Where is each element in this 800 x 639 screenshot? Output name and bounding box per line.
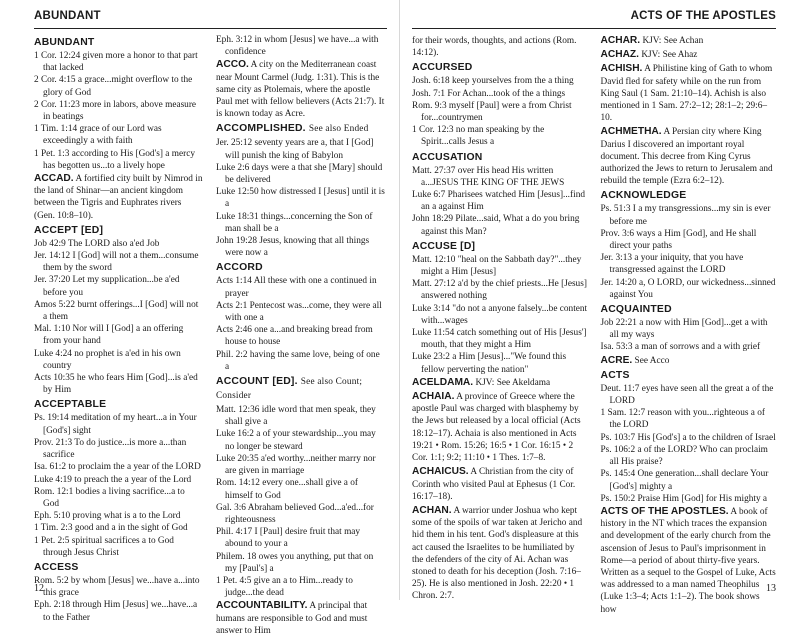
running-head: ABUNDANT — [34, 10, 101, 22]
entry-definition — [34, 173, 203, 222]
verse-reference: Luke 2:6 days were a that she [Mary] should be delivered — [216, 162, 383, 186]
verse-reference: Isa. 53:3 a man of sorrows and a with grief — [600, 342, 761, 353]
column — [216, 34, 385, 639]
verse-reference: Ps. 106:2 a of the LORD? Who can proclaim all His praise? — [600, 444, 768, 468]
definition-text: KJV: See Akeldama — [475, 377, 551, 388]
entry-term: ACHAN. — [412, 504, 452, 516]
definition-text: A Christian from the city of Corinth who visited Paul at Ephesus (1 Cor. 16:17–18). — [412, 467, 576, 502]
verse-reference: Job 22:21 a now with Him [God]...get a with all my ways — [600, 318, 768, 341]
entry-heading — [601, 189, 777, 202]
verse-reference: Acts 10:35 he who fears Him [God]...is a'ed by Him — [34, 373, 198, 396]
entry-definition — [216, 59, 385, 120]
entry-heading — [216, 261, 385, 274]
verse-reference: Ps. 103:7 His [God's] a to the children of Israel — [600, 432, 776, 443]
verse-reference: Eph. 3:12 in whom [Jesus] we have...a with confidence — [216, 35, 379, 58]
verse-reference: Ps. 51:3 I a my transgressions...my sin is ever before me — [600, 204, 771, 227]
entry-term: ACCAD. — [34, 173, 74, 185]
verse-reference: Rom. 9:3 myself [Paul] were a from Christ for...countrymen — [412, 100, 572, 124]
verse-reference: 1 Tim. 2:3 good and a in the sight of God — [34, 523, 188, 534]
verse-reference: 1 Tim. 1:14 grace of our Lord was exceedingly a with faith — [34, 124, 162, 147]
verse-reference: John 18:29 Pilate...said, What a do you bring against this Man? — [412, 214, 580, 237]
verse-reference: Luke 12:50 how distressed I [Jesus] until it is a — [216, 187, 385, 210]
page-number: 13 — [766, 583, 776, 594]
entry-term: ACCEPT [ED] — [34, 224, 104, 236]
definition-text: A province of Greece where the apostle Paul was charged with blasphemy by the Jews but released by a local official (Acts 18:12–17). Achaia is also mentioned in Acts 19:21 • Rom. 15:26; 16:5 • 1 Cor. 16:15 • 2 Cor. 1:1; 9:2; 11:10 • 1 Thes. 1:7–8. — [412, 392, 581, 464]
verse-reference: Eph. 2:18 through Him [Jesus] we...have...a to the Father — [34, 600, 198, 623]
verse-reference: Jer. 37:20 Let my supplication...be a'ed before you — [34, 275, 180, 298]
definition-text: A Persian city where King Darius I discovered an important royal document. This decree from King Cyrus authorized the Jews to return to Jerusalem and rebuild the temple (Ezra 6:2–12). — [600, 127, 773, 187]
verse-reference: 1 Sam. 12:7 reason with you...righteous a of the LORD — [600, 408, 765, 431]
verse-reference: 2 Cor. 4:15 a grace...might overflow to the glory of God — [34, 75, 193, 98]
entry-definition — [601, 126, 777, 187]
entry-term: ACHAICUS. — [412, 466, 469, 478]
entry-term: ACCOMPLISHED. — [216, 123, 306, 135]
entry-term: ACHISH. — [600, 63, 643, 75]
verse-reference: 1 Cor. 12:3 no man speaking by the Spirit...calls Jesus a — [412, 125, 545, 148]
verse-reference: Jer. 25:12 seventy years are a, that I [God] will punish the king of Babylon — [216, 138, 374, 161]
verse-reference: Luke 6:7 Pharisees watched Him [Jesus]...find an a against Him — [412, 190, 585, 213]
verse-reference: Ps. 150:2 Praise Him [God] for His mighty a — [600, 493, 768, 504]
entry-heading — [412, 151, 588, 164]
entry-heading — [34, 224, 203, 237]
verse-reference: Phil. 2:2 having the same love, being of one a — [216, 349, 380, 372]
verse-reference: Isa. 61:2 to proclaim the a year of the LORD — [34, 462, 201, 473]
verse-reference: 1 Cor. 12:24 given more a honor to that part that lacked — [34, 51, 198, 74]
verse-reference: Gal. 3:6 Abraham believed God...a'ed...for righteousness — [216, 502, 374, 525]
entry-term: ACELDAMA. — [412, 376, 474, 388]
definition-text: A book of history in the NT which traces the expansion and development of the early church from the ascension of Jesus to Paul's imprisonment in Rome—a period of about thirty-five years. Written as a sequel to the Gospel of Luke, Acts was addressed to a man named Theophilus (Luke 1:3–4; Acts 1:1–2). The book shows how — [600, 506, 776, 615]
entry-definition — [601, 506, 777, 616]
entry-term: ACQUAINTED — [600, 304, 672, 316]
verse-reference: Mal. 1:10 Nor will I [God] a an offering from your hand — [34, 324, 184, 347]
verse-reference: 2 Cor. 11:23 more in labors, above measure in beatings — [34, 99, 197, 123]
verse-reference: 1 Pet. 4:5 give an a to Him...ready to judge...the dead — [216, 575, 353, 599]
definition-text: See Acco — [634, 355, 670, 366]
entry-term: ABUNDANT — [34, 37, 95, 48]
verse-reference: 1 Pet. 1:3 according to His [God's] a mercy has begotten us...to a lively hope — [34, 148, 195, 171]
cross-reference: See also Count; Consider — [216, 377, 363, 402]
entry-definition — [601, 355, 777, 367]
entry-term: ACRE. — [600, 354, 633, 366]
entry-term: ACTS OF THE APOSTLES. — [600, 505, 729, 517]
right-page — [400, 0, 800, 615]
definition-text: KJV: See Ahaz — [641, 50, 698, 61]
verse-reference: Acts 2:1 Pentecost was...come, they were all with one a — [216, 300, 382, 324]
entry-term: ACKNOWLEDGE — [600, 190, 687, 202]
verse-reference: Matt. 12:36 idle word that men speak, they shall give a — [216, 405, 376, 428]
verse-reference: Rom. 5:2 by whom [Jesus] we...have a...into this grace — [34, 575, 200, 599]
verse-reference: Phil. 4:17 I [Paul] desire fruit that may abound to your a — [216, 527, 361, 550]
entry-term: ACHAR. — [600, 35, 641, 46]
entry-term: ACCORD — [216, 262, 263, 274]
verse-reference: Luke 20:35 a'ed worthy...neither marry nor are given in marriage — [216, 453, 376, 477]
verse-reference: Rom. 14:12 every one...shall give a of himself to God — [216, 478, 359, 501]
column — [412, 34, 588, 618]
verse-reference: Acts 2:46 one a...and breaking bread from house to house — [216, 325, 373, 348]
verse-reference: Luke 11:54 catch something out of His [Jesus'] mouth, that they might a Him — [412, 328, 587, 351]
entry-term: ACCOUNT [ED]. — [216, 376, 298, 388]
verse-reference: Prov. 21:3 To do justice...is more a...than sacrifice — [34, 437, 187, 461]
entry-definition — [601, 35, 777, 47]
cross-reference: See also Ended — [308, 124, 369, 135]
entry-definition — [412, 377, 588, 389]
verse-reference: Matt. 12:10 "heal on the Sabbath day?"...they might a Him [Jesus] — [412, 254, 582, 278]
verse-reference: Deut. 11:7 eyes have seen all the great a of the LORD — [600, 383, 774, 407]
verse-reference: Matt. 27:37 over His head His written a...JESUS THE KING OF THE JEWS — [412, 165, 565, 188]
entry-definition — [601, 63, 777, 124]
verse-reference: Job 42:9 The LORD also a'ed Job — [34, 238, 160, 249]
verse-reference: Rom. 12:1 bodies a living sacrifice...a to God — [34, 486, 185, 509]
verse-reference: Luke 18:31 things...concerning the Son of man shall be a — [216, 211, 373, 234]
entry-definition — [412, 466, 588, 503]
definition-text: A city on the Mediterranean coast near Mount Carmel (Judg. 1:31). This is the same city as Ptolemais, where the apostle Paul met with fellow believers (Acts 21:7). It is known today as Acre. — [216, 60, 385, 120]
verse-reference: Luke 23:2 a Him [Jesus]..."We found this fellow perverting the nation" — [412, 352, 567, 375]
verse-reference: Matt. 27:12 a'd by the chief priests...He [Jesus] answered nothing — [412, 279, 587, 302]
verse-reference: Josh. 6:18 keep yourselves from the a thing — [412, 76, 574, 87]
definition-text: A Philistine king of Gath to whom David fled for safety while on the run from King Saul (1 Sam. 21:10–14). Achish is also mentioned in 1 Sam. 27:2–12; 28:1–2; 29:6–10. — [600, 64, 773, 124]
verse-reference: 1 Pet. 2:5 spiritual sacrifices a to God through Jesus Christ — [34, 535, 174, 558]
column — [34, 34, 203, 639]
entry-heading — [601, 303, 777, 316]
entry-term: ACCOUNTABILITY. — [216, 600, 308, 612]
entry-heading — [216, 375, 385, 403]
entry-heading — [216, 122, 385, 136]
verse-reference: Luke 4:19 to preach the a year of the Lord — [34, 474, 192, 485]
entry-term: ACHMETHA. — [600, 126, 662, 138]
verse-reference: Ps. 145:4 One generation...shall declare Your [God's] mighty a — [600, 469, 769, 492]
definition-text: A principal that humans are responsible to God and must answer to Him — [216, 601, 368, 636]
entry-definition — [412, 391, 588, 464]
verse-reference: Jer. 14:20 a, O LORD, our wickedness...sinned against You — [600, 277, 776, 300]
verse-reference: Acts 1:14 All these with one a continued in prayer — [216, 276, 377, 299]
entry-heading — [34, 398, 203, 411]
header-rule — [412, 28, 776, 29]
entry-term: ACCO. — [216, 59, 249, 71]
entry-heading — [34, 561, 203, 574]
entry-term: ACCUSATION — [412, 151, 483, 163]
page-number: 12 — [34, 583, 44, 594]
entry-term: ACCUSE [D] — [412, 240, 476, 252]
continued-text: for their words, thoughts, and actions (Rom. 14:12). — [412, 36, 577, 59]
verse-reference: Philem. 18 owes you anything, put that on my [Paul's] a — [216, 551, 374, 574]
entry-term: ACCEPTABLE — [34, 399, 107, 411]
page-columns — [412, 34, 776, 618]
entry-definition — [216, 600, 385, 637]
left-page — [0, 0, 400, 636]
entry-heading — [412, 240, 588, 253]
verse-reference: John 19:28 Jesus, knowing that all things were now a — [216, 236, 370, 259]
header-rule — [34, 28, 387, 29]
column — [601, 34, 777, 618]
verse-reference: Amos 5:22 burnt offerings...I [God] will not a them — [34, 299, 199, 323]
verse-reference: Eph. 5:10 proving what is a to the Lord — [34, 511, 181, 522]
entry-term: ACHAIA. — [412, 391, 455, 403]
verse-reference: Luke 3:14 "do not a anyone falsely...be content with...wages — [412, 303, 588, 326]
entry-term: ACTS — [600, 369, 630, 381]
entry-term: ACCURSED — [412, 62, 473, 74]
verse-reference: Jer. 14:12 I [God] will not a them...consume them by the sword — [34, 251, 199, 274]
verse-reference: Luke 4:24 no prophet is a'ed in his own country — [34, 348, 181, 371]
page-columns — [34, 34, 385, 639]
definition-text: A warrior under Joshua who kept some of the spoils of war taken at Jericho and hid them in his tent. God's displeasure at this act caused the Israelites to be humiliated by the defenders of the city of Ai. Achan was stoned to death for his deception (Josh. 7:16–25). He is also mentioned in Josh. 22:20 • 1 Chron. 2:7. — [412, 505, 583, 602]
verse-reference: Prov. 3:6 ways a Him [God], and He shall direct your paths — [600, 228, 757, 252]
running-head: ACTS OF THE APOSTLES — [630, 10, 776, 22]
verse-reference: Ps. 19:14 meditation of my heart...a in Your [God's] sight — [34, 413, 197, 436]
entry-heading — [601, 369, 777, 382]
verse-reference: Jer. 3:13 a your iniquity, that you have transgressed against the LORD — [600, 253, 744, 276]
entry-heading — [412, 61, 588, 74]
entry-term: ACCESS — [34, 561, 79, 573]
entry-definition — [412, 505, 588, 603]
verse-reference: Josh. 7:1 For Achan...took of the a things — [412, 88, 566, 99]
entry-heading — [34, 36, 203, 49]
definition-text: A fortified city built by Nimrod in the land of Shinar—an ancient kingdom between the Tigris and Euphrates rivers (Gen. 10:8–10). — [34, 174, 203, 221]
entry-term: ACHAZ. — [600, 49, 639, 61]
verse-reference: Luke 16:2 a of your stewardship...you may no longer be steward — [216, 429, 376, 452]
entry-definition — [601, 49, 777, 61]
definition-text: KJV: See Achan — [642, 36, 704, 46]
